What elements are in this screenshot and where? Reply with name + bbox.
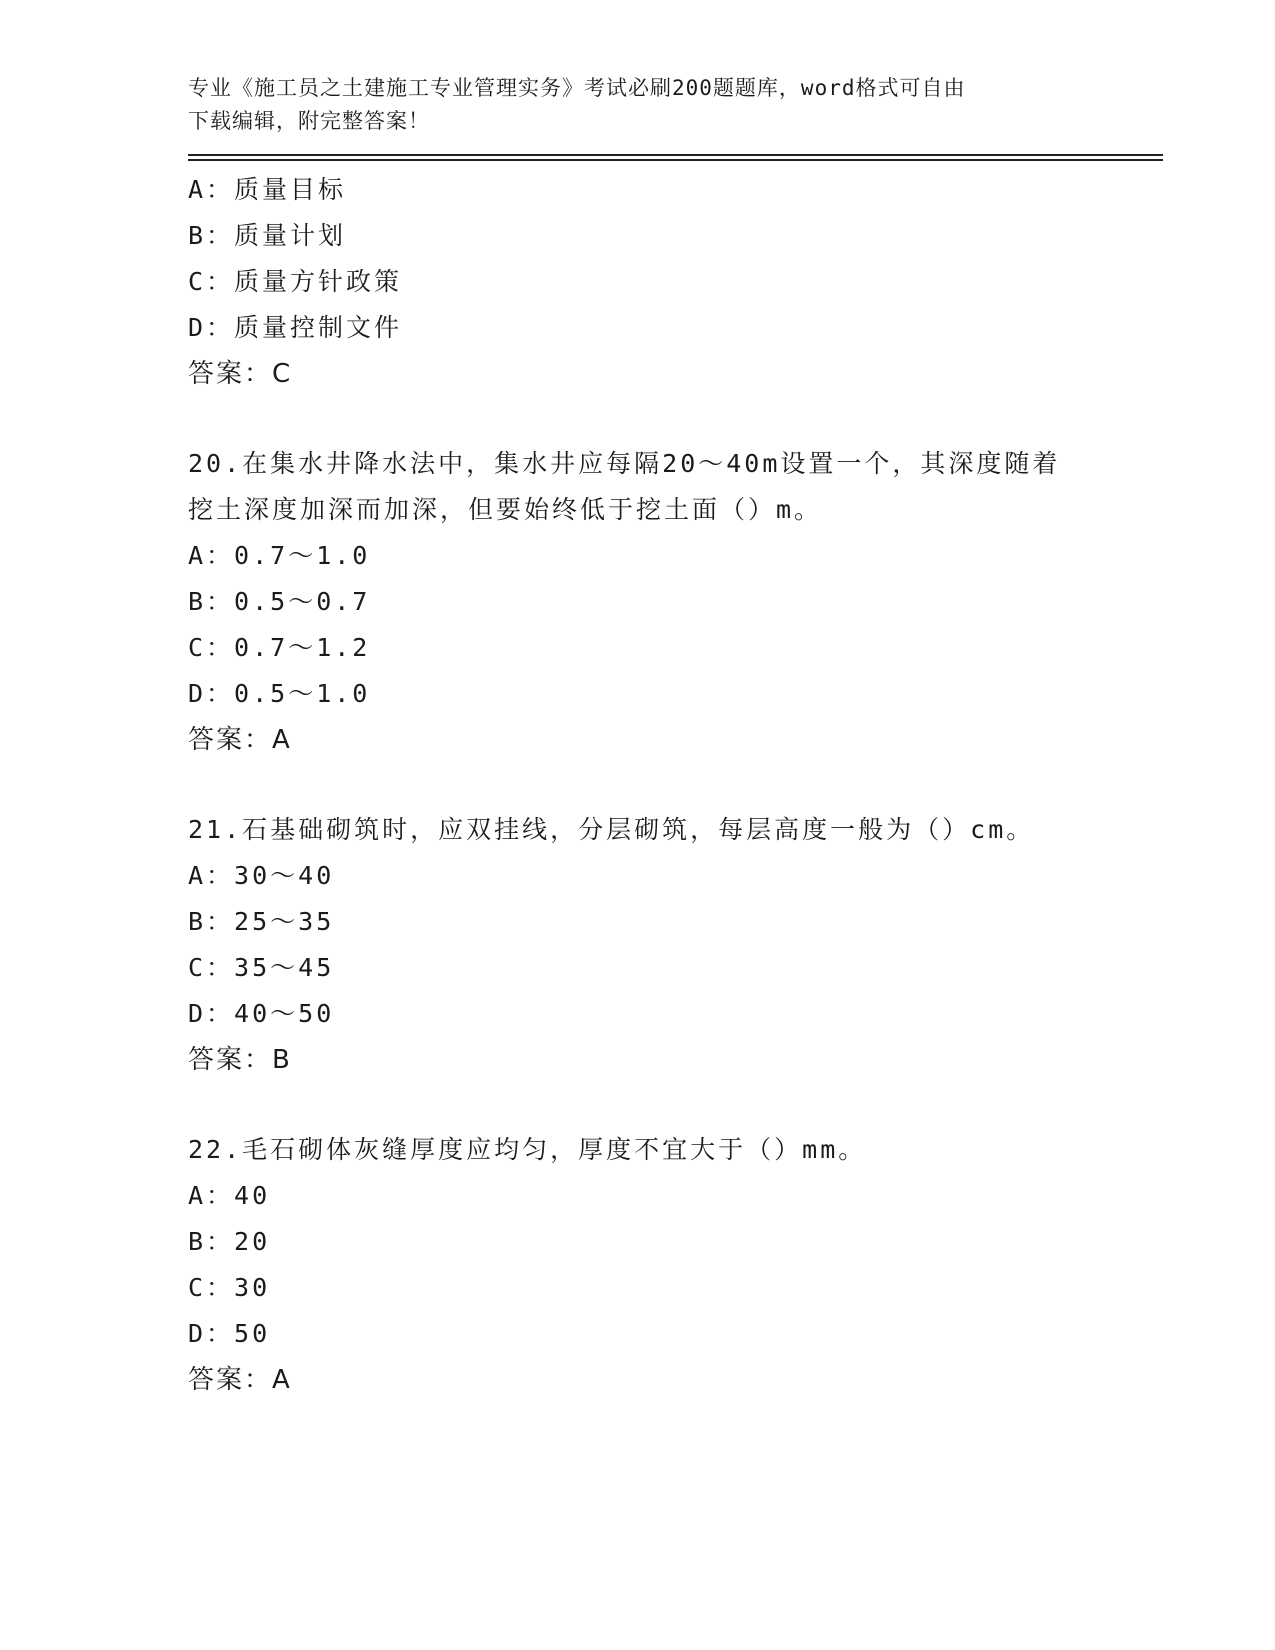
option-b: B：0.5～0.7 <box>188 587 371 616</box>
question-text-line-1: 20.在集水井降水法中，集水井应每隔20～40m设置一个，其深度随着 <box>188 449 1061 478</box>
question-text <box>188 441 1088 533</box>
question-20 <box>188 441 1163 763</box>
question-19 <box>188 167 1163 397</box>
option-d: D：质量控制文件 <box>188 313 403 342</box>
divider-line-top <box>188 154 1163 156</box>
question-text: 22.毛石砌体灰缝厚度应均匀，厚度不宜大于（）mm。 <box>188 1135 867 1164</box>
option-b: B：25～35 <box>188 907 335 936</box>
option-d: D：40～50 <box>188 999 335 1028</box>
option-a: A：质量目标 <box>188 175 347 204</box>
answer-line: 答案：A <box>188 725 292 755</box>
option-c: C：35～45 <box>188 953 335 982</box>
header-line-2: 下载编辑，附完整答案！ <box>188 109 430 133</box>
option-a: A：40 <box>188 1181 271 1210</box>
question-list <box>188 167 1163 1403</box>
question-text: 21.石基础砌筑时，应双挂线，分层砌筑，每层高度一般为（）cm。 <box>188 815 1035 844</box>
option-d: D：50 <box>188 1319 271 1348</box>
answer-line: 答案：A <box>188 1365 292 1395</box>
header-divider <box>188 154 1163 161</box>
answer-line: 答案：B <box>188 1045 292 1075</box>
divider-line-bottom <box>188 159 1163 161</box>
question-21 <box>188 807 1163 1083</box>
header-line-1: 专业《施工员之土建施工专业管理实务》考试必刷200题题库，word格式可自由 <box>188 76 966 100</box>
option-b: B：20 <box>188 1227 271 1256</box>
question-22 <box>188 1127 1163 1403</box>
option-c: C：质量方针政策 <box>188 267 403 296</box>
option-c: C：0.7～1.2 <box>188 633 371 662</box>
answer-line: 答案：C <box>188 359 293 389</box>
document-page <box>188 72 1163 1403</box>
option-d: D：0.5～1.0 <box>188 679 371 708</box>
option-b: B：质量计划 <box>188 221 347 250</box>
option-a: A：0.7～1.0 <box>188 541 371 570</box>
document-header <box>188 72 1108 138</box>
option-c: C：30 <box>188 1273 271 1302</box>
question-text-line-2: 挖土深度加深而加深，但要始终低于挖土面（）m。 <box>188 495 823 524</box>
option-a: A：30～40 <box>188 861 335 890</box>
